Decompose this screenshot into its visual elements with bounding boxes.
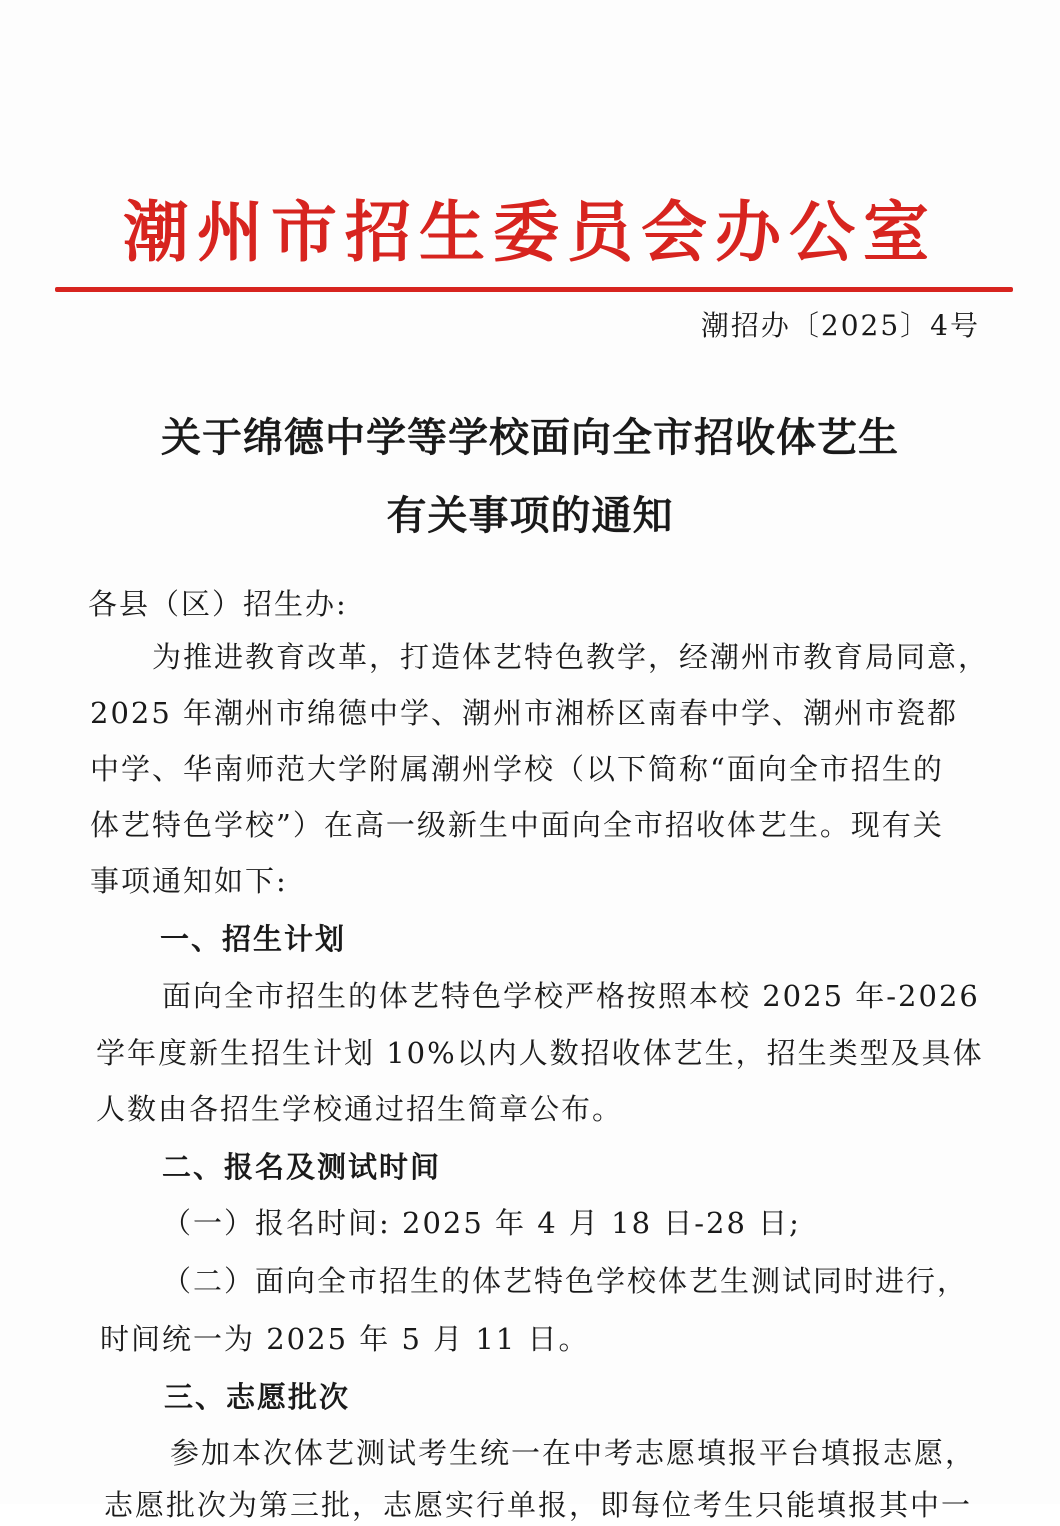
paragraph-line: 中学、华南师范大学附属潮州学校（以下简称“面向全市招生的	[90, 752, 944, 786]
red-header-rule	[55, 287, 1013, 292]
paragraph-line: 体艺特色学校”）在高一级新生中面向全市招收体艺生。现有关	[90, 808, 944, 842]
paragraph-line: 参加本次体艺测试考生统一在中考志愿填报平台填报志愿，	[170, 1436, 977, 1470]
notice-title-line-2: 有关事项的通知	[386, 493, 674, 539]
section-heading-1: 一、招生计划	[160, 922, 347, 956]
notice-title-line-1: 关于绵德中学等学校面向全市招收体艺生	[161, 415, 899, 461]
paragraph-line: （二）面向全市招生的体艺特色学校体艺生测试同时进行，	[162, 1264, 969, 1298]
section-heading-2: 二、报名及测试时间	[162, 1150, 442, 1184]
paragraph-line: 志愿批次为第三批，志愿实行单报，即每位考生只能填报其中一	[104, 1488, 973, 1522]
paragraph-line: 时间统一为 2025 年 5 月 11 日。	[100, 1322, 590, 1356]
section-heading-3: 三、志愿批次	[164, 1380, 351, 1414]
paragraph-line: （一）报名时间: 2025 年 4 月 18 日-28 日;	[162, 1206, 801, 1240]
paragraph-line: 面向全市招生的体艺特色学校严格按照本校 2025 年-2026	[162, 979, 980, 1013]
paragraph-line: 人数由各招生学校通过招生简章公布。	[96, 1092, 624, 1126]
org-header-title: 潮州市招生委员会办公室	[123, 194, 937, 271]
paragraph-line: 为推进教育改革，打造体艺特色教学，经潮州市教育局同意，	[152, 640, 990, 674]
paragraph-line: 事项通知如下:	[90, 864, 288, 898]
document-number: 潮招办〔2025〕4号	[700, 309, 980, 342]
paragraph-line: 2025 年潮州市绵德中学、潮州市湘桥区南春中学、潮州市瓷都	[90, 696, 959, 730]
paragraph-line: 学年度新生招生计划 10%以内人数招收体艺生，招生类型及具体	[96, 1036, 984, 1070]
salutation: 各县（区）招生办:	[88, 587, 348, 621]
